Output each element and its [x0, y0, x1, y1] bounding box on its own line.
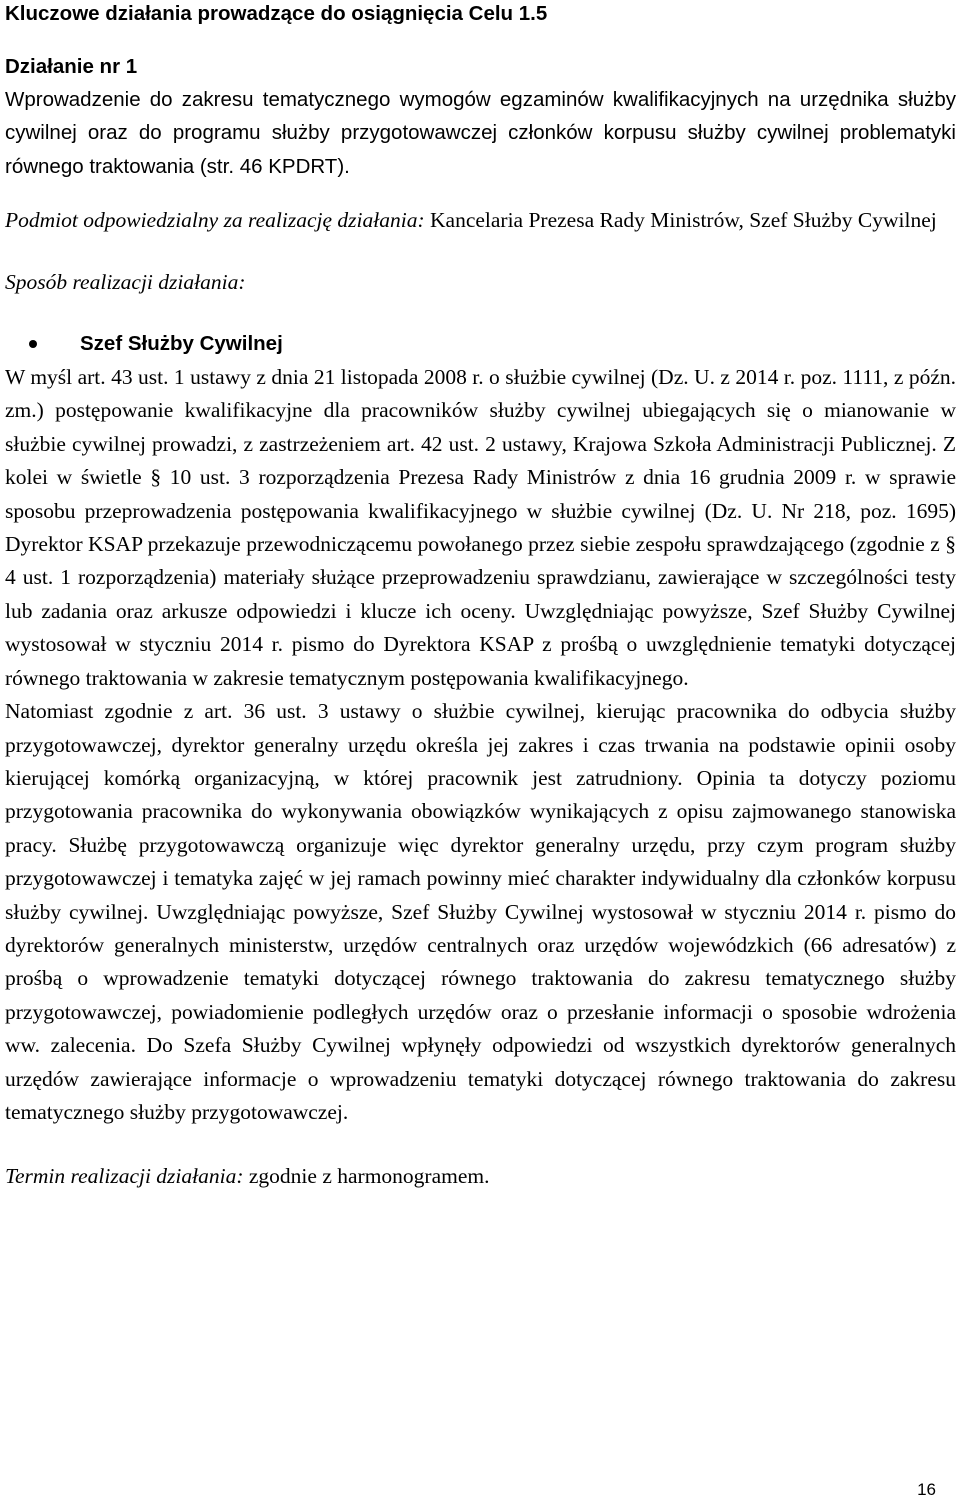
deadline-paragraph	[5, 1160, 956, 1193]
method-label: Sposób realizacji działania:	[5, 269, 246, 294]
page-number: 16	[917, 1480, 936, 1499]
bullet-item	[5, 327, 956, 361]
natomiast-paragraph: Natomiast zgodnie z art. 36 ust. 3 ustawy o służbie cywilnej, kierując pracownika do odbycia służby przygotowawczej, dyrektor generalny urzędu określa jej zakres i czas trwania na podstawie opinii osoby kierującej komórką organizacyjną, w której pracownik jest zatrudniony. Opinia ta dotyczy poziomu przygotowania pracownika do wykonywania obowiązków wynikających z opisu zajmowanego stanowiska pracy. Służbę przygotowawczą organizuje więc dyrektor generalny urzędu, przy czym program służby przygotowawczej i tematyka zajęć w jej ramach powinny mieć charakter indywidualny dla członków korpusu służby cywilnej. Uwzględniając powyższe, Szef Służby Cywilnej wystosował w styczniu 2014 r. pismo do dyrektorów generalnych ministerstw, urzędów centralnych oraz urzędów wojewódzkich (66 adresatów) z prośbą o wprowadzenie tematyki dotyczącej równego traktowania do zakresu tematycznego służby przygotowawczej, powiadomienie podległych urzędów oraz o przesłanie informacji o sposobie wdrożenia ww. zalecenia. Do Szefa Służby Cywilnej wpłynęły odpowiedzi od wszystkich dyrektorów generalnych urzędów zawierające informacje o wprowadzeniu tematyki dotyczącej równego traktowania do zakresu tematycznego służby przygotowawczej.	[5, 699, 956, 1124]
deadline-value: zgodnie z harmonogramem.	[243, 1164, 490, 1189]
responsible-value: Kancelaria Prezesa Rady Ministrów, Szef Służby Cywilnej	[424, 208, 937, 233]
bullet-text: Szef Służby Cywilnej	[80, 332, 283, 356]
bullet-icon	[29, 340, 37, 348]
action-description: Wprowadzenie do zakresu tematycznego wymogów egzaminów kwalifikacyjnych na urzędnika służby cywilnej oraz do programu służby przygotowawczej członków korpusu służby cywilnej problematyki równego traktowania (str. 46 KPDRT).	[5, 88, 956, 178]
responsible-paragraph	[5, 204, 956, 237]
body-paragraph: W myśl art. 43 ust. 1 ustawy z dnia 21 listopada 2008 r. o służbie cywilnej (Dz. U. z 2014 r. poz. 1111, z późn. zm.) postępowanie kwalifikacyjne dla pracowników służby cywilnej ubiegających się o mianowanie w służbie cywilnej prowadzi, z zastrzeżeniem art. 42 ust. 2 ustawy, Krajowa Szkoła Administracji Publicznej. Z kolei w świetle § 10 ust. 3 rozporządzenia Prezesa Rady Ministrów z dnia 16 grudnia 2009 r. w sprawie sposobu przeprowadzenia postępowania kwalifikacyjnego w służbie cywilnej (Dz. U. Nr 218, poz. 1695) Dyrektor KSAP przekazuje przewodniczącemu powołanego przez siebie zespołu sprawdzającego (zgodnie z § 4 ust. 1 rozporządzenia) materiały służące przeprowadzeniu sprawdzianu, zawierające w szczególności testy lub zadania oraz arkusze odpowiedzi i klucze ich oceny. Uwzględniając powyższe, Szef Służby Cywilnej wystosował w styczniu 2014 r. pismo do Dyrektora KSAP z prośbą o uwzględnienie tematyki dotyczącej równego traktowania w zakresie tematycznym postępowania kwalifikacyjnego.	[5, 365, 956, 690]
document-page	[5, 0, 956, 1194]
deadline-label: Termin realizacji działania:	[5, 1164, 244, 1189]
section-heading: Kluczowe działania prowadzące do osiągnięcia Celu 1.5	[5, 2, 548, 25]
responsible-label: Podmiot odpowiedzialny za realizację działania:	[5, 208, 425, 233]
action-title: Działanie nr 1	[5, 55, 138, 78]
